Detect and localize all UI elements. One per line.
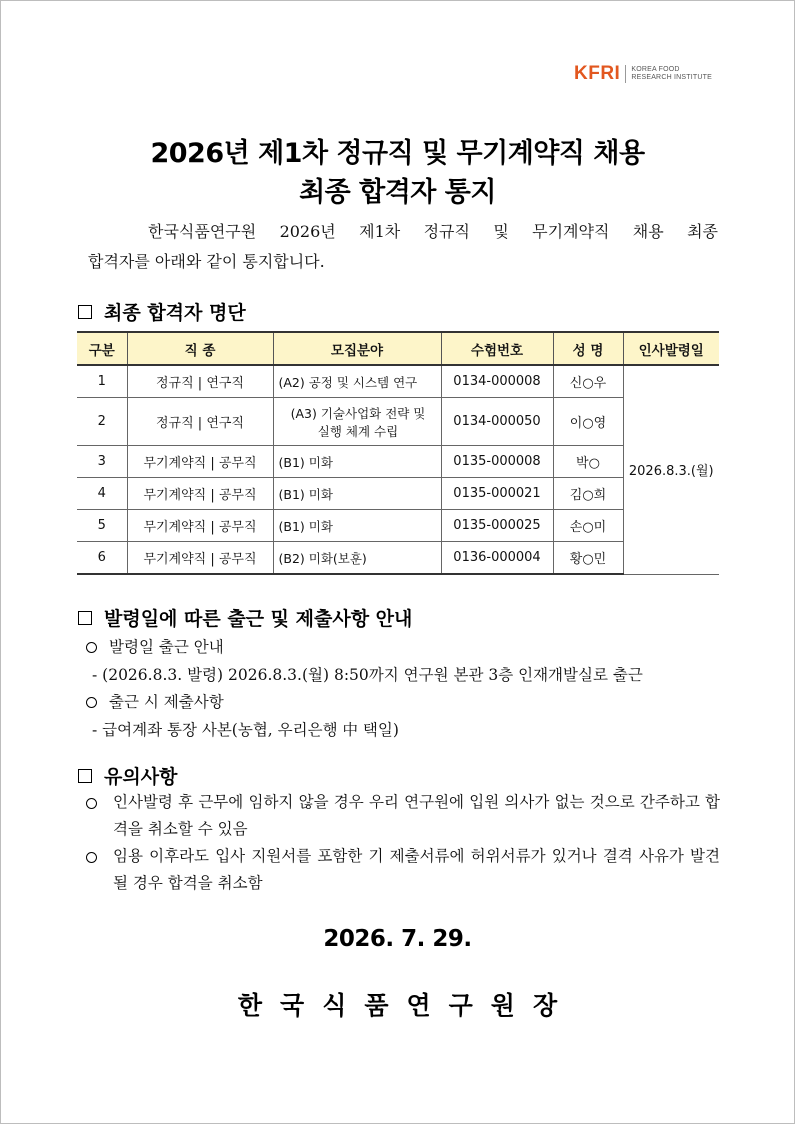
- checkbox-square-icon: [78, 769, 92, 783]
- cell-name: 김○희: [553, 478, 623, 510]
- cell-field: [273, 398, 441, 446]
- bullet-text: 출근 시 제출사항: [109, 693, 224, 711]
- header-job-type: 직 종: [127, 332, 273, 365]
- table-row: [77, 365, 719, 398]
- logo-divider: [625, 65, 626, 83]
- cell-field-line1: (A3) 기술사업화 전략 및: [290, 405, 426, 421]
- cell-exam-number: 0135-000021: [441, 478, 553, 510]
- logo-subtitle-line2: RESEARCH INSTITUTE: [631, 74, 712, 81]
- logo-mark: KFRI: [574, 63, 621, 84]
- circle-bullet-icon: [86, 642, 97, 653]
- header-category: 구분: [77, 332, 127, 365]
- bullet-item: [86, 635, 224, 657]
- cell-field: (B2) 미화(보훈): [273, 542, 441, 575]
- section-heading-onboarding: [78, 604, 412, 631]
- document-title-line2: 최종 합격자 통지: [299, 177, 496, 208]
- section-heading-onboarding-text: 발령일에 따른 출근 및 제출사항 안내: [104, 608, 413, 630]
- header-exam-number: 수험번호: [441, 332, 553, 365]
- section-heading-notes: [78, 762, 177, 789]
- cell-field: (B1) 미화: [273, 478, 441, 510]
- cell-job-type: 정규직 | 연구직: [127, 398, 273, 446]
- cell-name: 이○영: [553, 398, 623, 446]
- notice-date: 2026. 7. 29.: [323, 926, 472, 952]
- note-text: 임용 이후라도 입사 지원서를 포함한 기 제출서류에 허위서류가 있거나 결격 사유가 발견될 경우 합격을 취소함: [113, 847, 720, 892]
- cell-field: (B1) 미화: [273, 446, 441, 478]
- section-heading-list-text: 최종 합격자 명단: [104, 302, 246, 324]
- cell-no: 6: [77, 542, 127, 575]
- cell-job-type: 무기계약직 | 공무직: [127, 446, 273, 478]
- cell-no: 3: [77, 446, 127, 478]
- cell-name: 박○: [553, 446, 623, 478]
- header-field: 모집분야: [273, 332, 441, 365]
- detail-item: - 급여계좌 통장 사본(농협, 우리은행 中 택일): [92, 721, 399, 739]
- table-row: [77, 542, 719, 575]
- cell-exam-number: 0134-000008: [441, 365, 553, 398]
- section-heading-notes-text: 유의사항: [104, 766, 178, 788]
- cell-name: 신○우: [553, 365, 623, 398]
- table-row: [77, 446, 719, 478]
- cell-no: 5: [77, 510, 127, 542]
- cell-job-type: 정규직 | 연구직: [127, 365, 273, 398]
- intro-line2: 합격자를 아래와 같이 통지합니다.: [88, 252, 325, 271]
- cell-name: 손○미: [553, 510, 623, 542]
- circle-bullet-icon: [86, 697, 97, 708]
- cell-field-line2: 실행 체계 수립: [317, 423, 399, 439]
- cell-name: 황○민: [553, 542, 623, 575]
- logo-subtitle: [631, 66, 712, 82]
- logo-subtitle-line1: KOREA FOOD: [631, 66, 680, 73]
- circle-bullet-icon: [86, 798, 97, 809]
- header-appointment-date: 인사발령일: [623, 332, 719, 365]
- circle-bullet-icon: [86, 852, 97, 863]
- cell-no: 4: [77, 478, 127, 510]
- cell-no: 1: [77, 365, 127, 398]
- note-text: 인사발령 후 근무에 임하지 않을 경우 우리 연구원에 입원 의사가 없는 것으로 간주하고 합격을 취소할 수 있음: [113, 793, 720, 838]
- cell-field: (B1) 미화: [273, 510, 441, 542]
- cell-field: (A2) 공정 및 시스템 연구: [273, 365, 441, 398]
- cell-exam-number: 0136-000004: [441, 542, 553, 575]
- note-item: [86, 789, 720, 843]
- section-heading-list: [78, 298, 246, 325]
- issuer-signature: 한국식품연구원장: [237, 991, 576, 1020]
- cell-exam-number: 0135-000025: [441, 510, 553, 542]
- bullet-item: [86, 690, 224, 712]
- detail-item: - (2026.8.3. 발령) 2026.8.3.(월) 8:50까지 연구원 본관 3층 인재개발실로 출근: [92, 666, 643, 684]
- cell-exam-number: 0134-000050: [441, 398, 553, 446]
- table-row: [77, 398, 719, 446]
- table-row: [77, 478, 719, 510]
- cell-no: 2: [77, 398, 127, 446]
- cell-job-type: 무기계약직 | 공무직: [127, 478, 273, 510]
- intro-line1: 한국식품연구원 2026년 제1차 정규직 및 무기계약직 채용 최종: [148, 222, 718, 241]
- document-title-line1: 2026년 제1차 정규직 및 무기계약직 채용: [150, 138, 645, 169]
- checkbox-square-icon: [78, 611, 92, 625]
- table-row: [77, 510, 719, 542]
- kfri-logo: [574, 62, 712, 86]
- note-item: [86, 843, 720, 897]
- table-header-row: [77, 332, 719, 365]
- bullet-text: 발령일 출근 안내: [109, 638, 224, 656]
- cell-job-type: 무기계약직 | 공무직: [127, 542, 273, 575]
- final-candidates-table: [77, 331, 719, 575]
- header-name: 성 명: [553, 332, 623, 365]
- cell-appointment-date: 2026.8.3.(월): [623, 365, 719, 574]
- cell-job-type: 무기계약직 | 공무직: [127, 510, 273, 542]
- checkbox-square-icon: [78, 305, 92, 319]
- cell-exam-number: 0135-000008: [441, 446, 553, 478]
